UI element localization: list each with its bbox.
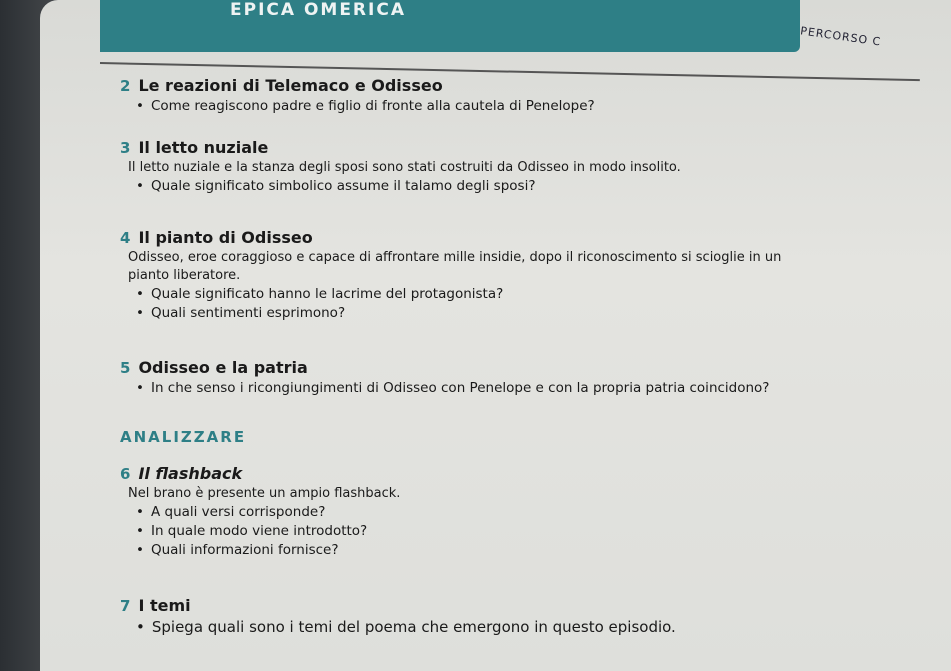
question: • Quale significato hanno le lacrime del protagonista? bbox=[136, 286, 781, 302]
exercise-text: Odisseo, eroe coraggioso e capace di affrontare mille insidie, dopo il riconoscimento si scioglie in un bbox=[128, 250, 782, 265]
exercise-number: 5 bbox=[120, 359, 131, 377]
exercise-number: 3 bbox=[120, 139, 131, 157]
exercise-title: Il pianto di Odisseo bbox=[138, 228, 313, 247]
exercise-6 bbox=[120, 464, 400, 561]
exercise-title: Il flashback bbox=[138, 464, 243, 483]
exercise-text: Nel brano è presente un ampio flashback. bbox=[128, 486, 401, 501]
exercise-number: 7 bbox=[120, 597, 131, 615]
question: • Quale significato simbolico assume il talamo degli sposi? bbox=[136, 178, 681, 194]
question: • Quali informazioni fornisce? bbox=[136, 542, 400, 558]
header-band bbox=[100, 0, 800, 52]
exercise-5 bbox=[120, 358, 769, 399]
exercise-title: Le reazioni di Telemaco e Odisseo bbox=[138, 76, 443, 95]
question: • Quali sentimenti esprimono? bbox=[136, 305, 781, 321]
exercise-number: 4 bbox=[120, 229, 131, 247]
exercise-3 bbox=[120, 138, 681, 197]
percorso-tag: PERCORSO C bbox=[799, 24, 882, 49]
exercise-number: 2 bbox=[120, 77, 131, 95]
question: • In quale modo viene introdotto? bbox=[136, 523, 400, 539]
exercise-number: 6 bbox=[120, 465, 131, 483]
question: • Spiega quali sono i temi del poema che emergono in questo episodio. bbox=[136, 618, 676, 636]
exercise-title: Odisseo e la patria bbox=[138, 358, 308, 377]
exercise-text: Il letto nuziale e la stanza degli sposi sono stati costruiti da Odisseo in modo insolito. bbox=[128, 160, 681, 175]
question: • In che senso i ricongiungimenti di Odisseo con Penelope e con la propria patria coincidono? bbox=[136, 380, 769, 396]
section-heading: ANALIZZARE bbox=[120, 428, 247, 446]
exercise-title: Il letto nuziale bbox=[138, 138, 269, 157]
exercise-title: I temi bbox=[138, 596, 191, 615]
header-title: EPICA OMERICA bbox=[230, 0, 406, 20]
question: • Come reagiscono padre e figlio di fronte alla cautela di Penelope? bbox=[136, 98, 595, 114]
exercise-2 bbox=[120, 76, 595, 117]
exercise-text: pianto liberatore. bbox=[128, 268, 241, 283]
question: • A quali versi corrisponde? bbox=[136, 504, 400, 520]
exercise-7 bbox=[120, 596, 676, 639]
exercise-4 bbox=[120, 228, 781, 324]
